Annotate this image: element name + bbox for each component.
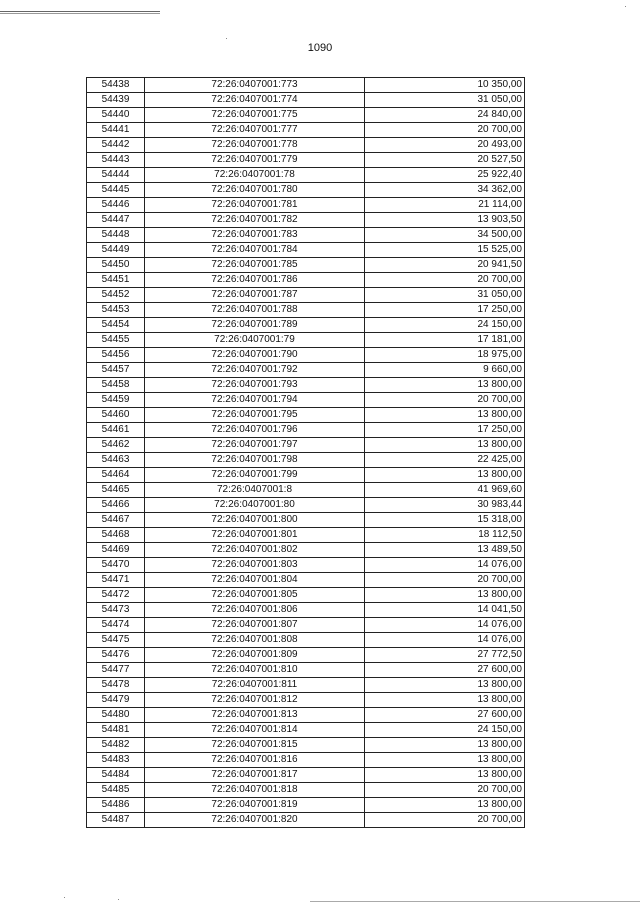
- value-cell: 20 493,00: [365, 138, 525, 153]
- table-row: [87, 303, 525, 318]
- row-number-cell: 54454: [87, 318, 145, 333]
- cadastral-number-cell: 72:26:0407001:8: [145, 483, 365, 498]
- row-number-cell: 54446: [87, 198, 145, 213]
- row-number-cell: 54464: [87, 468, 145, 483]
- scan-edge-line: [310, 901, 640, 902]
- value-cell: 14 076,00: [365, 633, 525, 648]
- value-cell: 31 050,00: [365, 288, 525, 303]
- cadastral-number-cell: 72:26:0407001:798: [145, 453, 365, 468]
- value-cell: 13 800,00: [365, 468, 525, 483]
- table-row: [87, 783, 525, 798]
- cadastral-number-cell: 72:26:0407001:807: [145, 618, 365, 633]
- table-row: [87, 273, 525, 288]
- cadastral-number-cell: 72:26:0407001:774: [145, 93, 365, 108]
- table-row: [87, 813, 525, 828]
- value-cell: 27 772,50: [365, 648, 525, 663]
- cadastral-number-cell: 72:26:0407001:806: [145, 603, 365, 618]
- table-row: [87, 723, 525, 738]
- table-row: [87, 708, 525, 723]
- cadastral-number-cell: 72:26:0407001:818: [145, 783, 365, 798]
- scan-speck: [118, 899, 119, 900]
- table-row: [87, 753, 525, 768]
- cadastral-number-cell: 72:26:0407001:785: [145, 258, 365, 273]
- value-cell: 18 975,00: [365, 348, 525, 363]
- value-cell: 18 112,50: [365, 528, 525, 543]
- table-row: [87, 348, 525, 363]
- row-number-cell: 54461: [87, 423, 145, 438]
- table-row: [87, 768, 525, 783]
- row-number-cell: 54450: [87, 258, 145, 273]
- cadastral-number-cell: 72:26:0407001:809: [145, 648, 365, 663]
- table-row: [87, 573, 525, 588]
- row-number-cell: 54459: [87, 393, 145, 408]
- row-number-cell: 54467: [87, 513, 145, 528]
- value-cell: 15 525,00: [365, 243, 525, 258]
- value-cell: 22 425,00: [365, 453, 525, 468]
- registry-table: [86, 77, 525, 828]
- cadastral-number-cell: 72:26:0407001:813: [145, 708, 365, 723]
- cadastral-number-cell: 72:26:0407001:816: [145, 753, 365, 768]
- value-cell: 34 362,00: [365, 183, 525, 198]
- page-number: 1090: [307, 42, 333, 54]
- value-cell: 10 350,00: [365, 78, 525, 93]
- table-row: [87, 738, 525, 753]
- table-row: [87, 153, 525, 168]
- row-number-cell: 54471: [87, 573, 145, 588]
- cadastral-number-cell: 72:26:0407001:779: [145, 153, 365, 168]
- row-number-cell: 54474: [87, 618, 145, 633]
- table-row: [87, 663, 525, 678]
- scan-speck: [226, 38, 227, 39]
- row-number-cell: 54476: [87, 648, 145, 663]
- value-cell: 31 050,00: [365, 93, 525, 108]
- value-cell: 13 800,00: [365, 438, 525, 453]
- row-number-cell: 54469: [87, 543, 145, 558]
- cadastral-number-cell: 72:26:0407001:796: [145, 423, 365, 438]
- value-cell: 14 076,00: [365, 618, 525, 633]
- table-row: [87, 693, 525, 708]
- row-number-cell: 54456: [87, 348, 145, 363]
- table-row: [87, 468, 525, 483]
- table-row: [87, 648, 525, 663]
- row-number-cell: 54448: [87, 228, 145, 243]
- scan-edge-line: [0, 11, 160, 12]
- row-number-cell: 54483: [87, 753, 145, 768]
- row-number-cell: 54453: [87, 303, 145, 318]
- table-row: [87, 363, 525, 378]
- row-number-cell: 54485: [87, 783, 145, 798]
- row-number-cell: 54458: [87, 378, 145, 393]
- row-number-cell: 54486: [87, 798, 145, 813]
- value-cell: 21 114,00: [365, 198, 525, 213]
- table-row: [87, 228, 525, 243]
- cadastral-number-cell: 72:26:0407001:775: [145, 108, 365, 123]
- value-cell: 13 800,00: [365, 408, 525, 423]
- table-row: [87, 618, 525, 633]
- cadastral-number-cell: 72:26:0407001:799: [145, 468, 365, 483]
- value-cell: 20 527,50: [365, 153, 525, 168]
- cadastral-number-cell: 72:26:0407001:780: [145, 183, 365, 198]
- table-row: [87, 288, 525, 303]
- value-cell: 34 500,00: [365, 228, 525, 243]
- cadastral-number-cell: 72:26:0407001:803: [145, 558, 365, 573]
- cadastral-number-cell: 72:26:0407001:800: [145, 513, 365, 528]
- table-row: [87, 108, 525, 123]
- value-cell: 17 250,00: [365, 423, 525, 438]
- value-cell: 20 700,00: [365, 393, 525, 408]
- table-row: [87, 258, 525, 273]
- row-number-cell: 54481: [87, 723, 145, 738]
- cadastral-number-cell: 72:26:0407001:801: [145, 528, 365, 543]
- table-row: [87, 123, 525, 138]
- row-number-cell: 54473: [87, 603, 145, 618]
- value-cell: 14 076,00: [365, 558, 525, 573]
- cadastral-number-cell: 72:26:0407001:811: [145, 678, 365, 693]
- table-row: [87, 393, 525, 408]
- table-row: [87, 198, 525, 213]
- value-cell: 30 983,44: [365, 498, 525, 513]
- cadastral-number-cell: 72:26:0407001:781: [145, 198, 365, 213]
- cadastral-number-cell: 72:26:0407001:784: [145, 243, 365, 258]
- cadastral-number-cell: 72:26:0407001:795: [145, 408, 365, 423]
- scan-edge-line: [0, 13, 160, 14]
- scan-speck: [64, 897, 65, 898]
- table-row: [87, 498, 525, 513]
- cadastral-number-cell: 72:26:0407001:790: [145, 348, 365, 363]
- cadastral-number-cell: 72:26:0407001:817: [145, 768, 365, 783]
- value-cell: 17 181,00: [365, 333, 525, 348]
- table-row: [87, 528, 525, 543]
- row-number-cell: 54443: [87, 153, 145, 168]
- row-number-cell: 54452: [87, 288, 145, 303]
- cadastral-number-cell: 72:26:0407001:786: [145, 273, 365, 288]
- value-cell: 17 250,00: [365, 303, 525, 318]
- value-cell: 20 700,00: [365, 813, 525, 828]
- value-cell: 13 800,00: [365, 588, 525, 603]
- value-cell: 13 903,50: [365, 213, 525, 228]
- row-number-cell: 54440: [87, 108, 145, 123]
- value-cell: 14 041,50: [365, 603, 525, 618]
- table-row: [87, 423, 525, 438]
- table-row: [87, 93, 525, 108]
- value-cell: 15 318,00: [365, 513, 525, 528]
- table-row: [87, 453, 525, 468]
- row-number-cell: 54451: [87, 273, 145, 288]
- value-cell: 13 800,00: [365, 768, 525, 783]
- row-number-cell: 54449: [87, 243, 145, 258]
- value-cell: 20 700,00: [365, 273, 525, 288]
- value-cell: 13 800,00: [365, 693, 525, 708]
- cadastral-number-cell: 72:26:0407001:787: [145, 288, 365, 303]
- table-row: [87, 138, 525, 153]
- cadastral-number-cell: 72:26:0407001:812: [145, 693, 365, 708]
- row-number-cell: 54475: [87, 633, 145, 648]
- table-row: [87, 588, 525, 603]
- row-number-cell: 54487: [87, 813, 145, 828]
- cadastral-number-cell: 72:26:0407001:79: [145, 333, 365, 348]
- scan-speck: [625, 6, 626, 7]
- table-row: [87, 633, 525, 648]
- cadastral-number-cell: 72:26:0407001:797: [145, 438, 365, 453]
- table-row: [87, 438, 525, 453]
- table-row: [87, 513, 525, 528]
- value-cell: 9 660,00: [365, 363, 525, 378]
- value-cell: 13 800,00: [365, 738, 525, 753]
- row-number-cell: 54470: [87, 558, 145, 573]
- value-cell: 24 150,00: [365, 723, 525, 738]
- cadastral-number-cell: 72:26:0407001:788: [145, 303, 365, 318]
- row-number-cell: 54455: [87, 333, 145, 348]
- row-number-cell: 54465: [87, 483, 145, 498]
- row-number-cell: 54482: [87, 738, 145, 753]
- row-number-cell: 54445: [87, 183, 145, 198]
- value-cell: 41 969,60: [365, 483, 525, 498]
- table-row: [87, 243, 525, 258]
- cadastral-number-cell: 72:26:0407001:782: [145, 213, 365, 228]
- value-cell: 20 700,00: [365, 123, 525, 138]
- cadastral-number-cell: 72:26:0407001:793: [145, 378, 365, 393]
- table-row: [87, 543, 525, 558]
- row-number-cell: 54460: [87, 408, 145, 423]
- row-number-cell: 54442: [87, 138, 145, 153]
- row-number-cell: 54466: [87, 498, 145, 513]
- cadastral-number-cell: 72:26:0407001:78: [145, 168, 365, 183]
- cadastral-number-cell: 72:26:0407001:814: [145, 723, 365, 738]
- cadastral-number-cell: 72:26:0407001:815: [145, 738, 365, 753]
- row-number-cell: 54441: [87, 123, 145, 138]
- table-row: [87, 168, 525, 183]
- value-cell: 27 600,00: [365, 663, 525, 678]
- value-cell: 13 800,00: [365, 753, 525, 768]
- row-number-cell: 54478: [87, 678, 145, 693]
- value-cell: 20 941,50: [365, 258, 525, 273]
- table-row: [87, 333, 525, 348]
- table-row: [87, 378, 525, 393]
- value-cell: 24 840,00: [365, 108, 525, 123]
- value-cell: 13 800,00: [365, 798, 525, 813]
- cadastral-number-cell: 72:26:0407001:778: [145, 138, 365, 153]
- table-row: [87, 408, 525, 423]
- table-row: [87, 558, 525, 573]
- table-row: [87, 183, 525, 198]
- row-number-cell: 54479: [87, 693, 145, 708]
- row-number-cell: 54462: [87, 438, 145, 453]
- table-row: [87, 318, 525, 333]
- row-number-cell: 54484: [87, 768, 145, 783]
- cadastral-number-cell: 72:26:0407001:819: [145, 798, 365, 813]
- cadastral-number-cell: 72:26:0407001:789: [145, 318, 365, 333]
- row-number-cell: 54444: [87, 168, 145, 183]
- registry-table-body: [87, 78, 525, 828]
- row-number-cell: 54477: [87, 663, 145, 678]
- table-row: [87, 213, 525, 228]
- table-row: [87, 798, 525, 813]
- row-number-cell: 54468: [87, 528, 145, 543]
- value-cell: 20 700,00: [365, 573, 525, 588]
- table-row: [87, 78, 525, 93]
- value-cell: 25 922,40: [365, 168, 525, 183]
- table-row: [87, 603, 525, 618]
- value-cell: 13 800,00: [365, 678, 525, 693]
- value-cell: 13 800,00: [365, 378, 525, 393]
- cadastral-number-cell: 72:26:0407001:820: [145, 813, 365, 828]
- cadastral-number-cell: 72:26:0407001:805: [145, 588, 365, 603]
- value-cell: 27 600,00: [365, 708, 525, 723]
- cadastral-number-cell: 72:26:0407001:810: [145, 663, 365, 678]
- cadastral-number-cell: 72:26:0407001:802: [145, 543, 365, 558]
- row-number-cell: 54480: [87, 708, 145, 723]
- value-cell: 24 150,00: [365, 318, 525, 333]
- cadastral-number-cell: 72:26:0407001:783: [145, 228, 365, 243]
- cadastral-number-cell: 72:26:0407001:80: [145, 498, 365, 513]
- row-number-cell: 54472: [87, 588, 145, 603]
- row-number-cell: 54463: [87, 453, 145, 468]
- table-row: [87, 483, 525, 498]
- value-cell: 20 700,00: [365, 783, 525, 798]
- row-number-cell: 54447: [87, 213, 145, 228]
- cadastral-number-cell: 72:26:0407001:794: [145, 393, 365, 408]
- cadastral-number-cell: 72:26:0407001:792: [145, 363, 365, 378]
- cadastral-number-cell: 72:26:0407001:804: [145, 573, 365, 588]
- value-cell: 13 489,50: [365, 543, 525, 558]
- cadastral-number-cell: 72:26:0407001:808: [145, 633, 365, 648]
- row-number-cell: 54439: [87, 93, 145, 108]
- row-number-cell: 54457: [87, 363, 145, 378]
- table-row: [87, 678, 525, 693]
- row-number-cell: 54438: [87, 78, 145, 93]
- cadastral-number-cell: 72:26:0407001:773: [145, 78, 365, 93]
- cadastral-number-cell: 72:26:0407001:777: [145, 123, 365, 138]
